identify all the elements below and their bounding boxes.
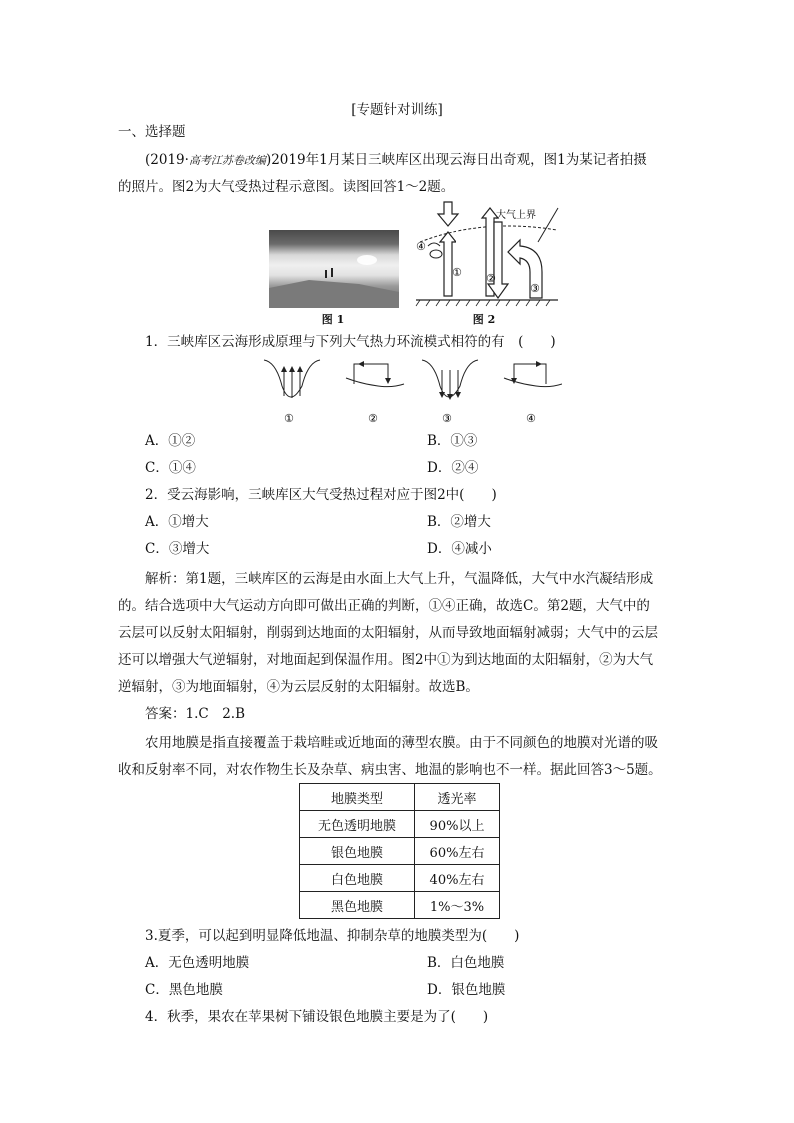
q3-stem: 3.夏季，可以起到明显降低地温、抑制杂草的地膜类型为( ) xyxy=(145,928,520,944)
q1-stem-text: 1．三峡库区云海形成原理与下列大气热力环流模式相符的有 xyxy=(145,334,505,350)
page-title: [专题针对训练] xyxy=(351,102,443,118)
table-cell-rate: 90%以上 xyxy=(415,811,500,838)
fig2-mark-4: ④ xyxy=(416,240,426,253)
q1-paren: ( ) xyxy=(518,334,556,350)
analysis-line-2: 的。结合选项中大气运动方向即可做出正确的判断，①④正确，故选C。第2题，大气中的 xyxy=(118,598,650,614)
intro-line-1 xyxy=(145,150,647,171)
q2-stem: 2．受云海影响，三峡库区大气受热过程对应于图2中( ) xyxy=(145,487,497,503)
table-header-rate: 透光率 xyxy=(415,784,500,811)
fig2-mark-1: ① xyxy=(452,266,462,279)
intro-text: 2019年1月某日三峡库区出现云海日出奇观，图1为某记者拍摄 xyxy=(271,152,647,168)
table-cell-type: 银色地膜 xyxy=(300,838,415,865)
source-tag: 高考江苏卷改编 xyxy=(188,154,266,167)
q3-option-c[interactable]: C．黑色地膜 xyxy=(145,982,223,998)
table-row xyxy=(300,838,500,865)
q3-option-b[interactable]: B．白色地膜 xyxy=(427,955,505,971)
table-cell-rate: 40%左右 xyxy=(415,865,500,892)
q1-option-b[interactable]: B．①③ xyxy=(427,433,478,449)
answer-line: 答案：1.C 2.B xyxy=(145,706,246,722)
table-header-row xyxy=(300,784,500,811)
analysis-line-1: 解析：第1题，三峡库区的云海是由水面上大气上升，气温降低，大气中水汽凝结形成 xyxy=(145,571,654,587)
fig2-mark-3: ③ xyxy=(530,282,540,295)
analysis-line-4: 还可以增强大气逆辐射，对地面起到保温作用。图2中①为到达地面的太阳辐射，②为大气 xyxy=(118,652,654,668)
analysis-line-5: 逆辐射，③为地面辐射，④为云层反射的太阳辐射。故选B。 xyxy=(118,679,479,695)
diagram-label-2: ② xyxy=(368,412,378,425)
q1-stem xyxy=(145,332,556,352)
table-cell-rate: 60%左右 xyxy=(415,838,500,865)
fig2-mark-2: ② xyxy=(486,272,496,285)
atmosphere-heating-diagram xyxy=(412,200,562,312)
table-cell-rate: 1%～3% xyxy=(415,892,500,919)
analysis-line-3: 云层可以反射太阳辐射，削弱到达地面的太阳辐射，从而导致地面辐射减弱；大气中的云层 xyxy=(118,625,658,641)
q2-option-a[interactable]: A．①增大 xyxy=(145,514,209,530)
circulation-diagrams xyxy=(262,356,562,428)
fig2-label-top: 大气上界 xyxy=(496,210,536,221)
source-year: 2019· xyxy=(150,152,189,168)
source-open: ( xyxy=(145,152,151,168)
table-row xyxy=(300,811,500,838)
cloud-sea-photo xyxy=(269,230,399,308)
passage-line-1: 农用地膜是指直接覆盖于栽培畦或近地面的薄型农膜。由于不同颜色的地膜对光谱的吸 xyxy=(145,735,658,751)
q2-option-d[interactable]: D．④减小 xyxy=(427,541,492,557)
q1-option-a[interactable]: A．①② xyxy=(145,433,196,449)
q3-option-d[interactable]: D．银色地膜 xyxy=(427,982,506,998)
diagram-label-4: ④ xyxy=(526,412,536,425)
table-cell-type: 白色地膜 xyxy=(300,865,415,892)
q1-option-d[interactable]: D．②④ xyxy=(427,460,479,476)
film-transmittance-table xyxy=(299,783,500,919)
section-heading: 一、选择题 xyxy=(118,124,186,140)
table-row xyxy=(300,865,500,892)
diagram-label-3: ③ xyxy=(442,412,452,425)
table-cell-type: 黑色地膜 xyxy=(300,892,415,919)
source-close: ) xyxy=(265,152,272,168)
q1-option-c[interactable]: C．①④ xyxy=(145,460,196,476)
fig1-caption: 图 1 xyxy=(321,313,345,326)
q2-option-c[interactable]: C．③增大 xyxy=(145,541,210,557)
intro-line-2: 的照片。图2为大气受热过程示意图。读图回答1～2题。 xyxy=(118,179,455,195)
diagram-label-1: ① xyxy=(284,412,294,425)
passage-line-2: 收和反射率不同，对农作物生长及杂草、病虫害、地温的影响也不一样。据此回答3～5题。 xyxy=(118,762,662,778)
table-row xyxy=(300,892,500,919)
q4-stem: 4．秋季，果农在苹果树下铺设银色地膜主要是为了( ) xyxy=(145,1009,489,1025)
table-header-type: 地膜类型 xyxy=(300,784,415,811)
table-cell-type: 无色透明地膜 xyxy=(300,811,415,838)
q3-option-a[interactable]: A．无色透明地膜 xyxy=(145,955,250,971)
fig2-caption: 图 2 xyxy=(472,313,496,326)
q2-option-b[interactable]: B．②增大 xyxy=(427,514,491,530)
